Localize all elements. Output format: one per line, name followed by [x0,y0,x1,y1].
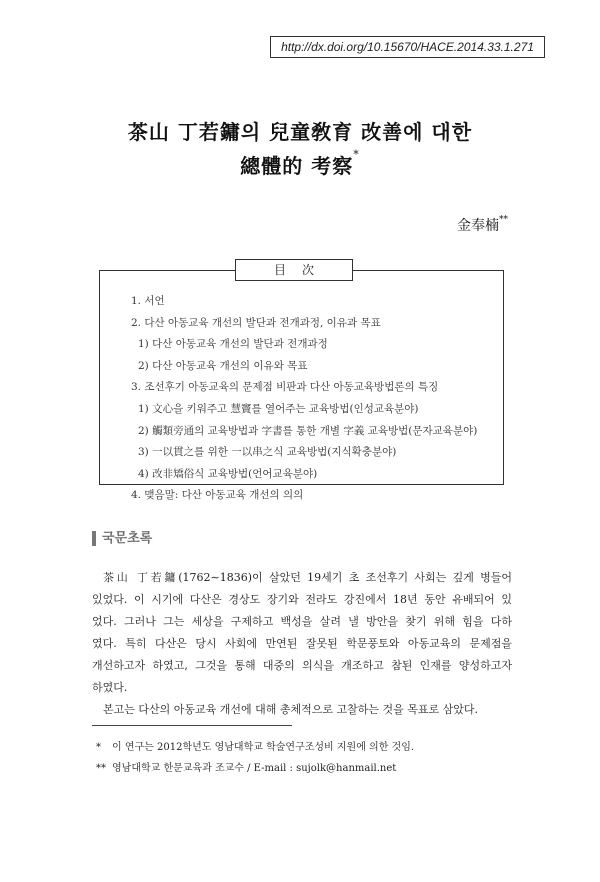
abstract-line: 였다. 특히 다산은 당시 사회에 만연된 잘못된 학문풍토와 아동교육의 문제점을 [92,637,512,650]
footnote-text: 영남대학교 한문교육과 조교수 / E-mail : sujolk@hanmail.net [112,763,397,774]
toc-item: 1) 文心을 키워주고 慧竇를 열어주는 교육방법(인성교육분야) [138,402,419,415]
author [457,215,508,235]
toc-list [131,291,477,507]
footnote-2 [96,758,414,779]
toc-item: 2) 觸類旁通의 교육방법과 字書를 통한 개별 字義 교육방법(문자교육분야) [138,424,478,437]
author-footnote-mark: ** [499,215,508,225]
abstract-line: 하였다. [92,681,128,694]
footnote-divider [92,725,292,726]
footnote-mark: * [96,742,101,753]
heading-bar-icon [92,531,96,546]
footnote-text: 이 연구는 2012학년도 영남대학교 학술연구조성비 지원에 의한 것임. [112,742,415,753]
toc-item: 4) 改非矯俗식 교육방법(언어교육분야) [138,467,318,480]
abstract-heading [92,530,152,547]
paper-title-line2-text: 總體的 考察 [240,154,354,178]
author-name: 金奉楠 [457,218,499,234]
abstract-line: 개선하고자 하였고, 그것을 통해 대중의 의식을 개조하고 참된 인재를 양성하고자 [92,659,512,672]
footnote-mark: ** [96,763,106,774]
toc-item: 3. 조선후기 아동교육의 문제점 비판과 다산 아동교육방법론의 특징 [131,381,439,394]
abstract-line: 었다. 그러나 그는 세상을 구제하고 백성을 살려 낼 방안을 찾기 위해 힘을 다하 [92,615,512,628]
toc-item: 2. 다산 아동교육 개선의 발단과 전개과정, 이유과 목표 [131,316,381,329]
abstract-heading-text: 국문초록 [102,531,153,546]
paper-title-line2 [0,150,600,179]
footnote-1 [96,737,414,758]
toc-item: 4. 맺음말: 다산 아동교육 개선의 의의 [131,489,304,502]
title-footnote-mark: * [353,148,360,161]
abstract-line: 있었다. 이 시기에 다산은 경상도 장기와 전라도 강진에서 18년 동안 유배되어 있 [92,593,512,606]
footnotes [96,737,414,779]
doi-link[interactable]: http://dx.doi.org/10.15670/HACE.2014.33.1.271 [270,36,545,58]
toc-item: 3) 一以貫之를 위한 一以串之식 교육방법(지식확충분야) [138,446,397,459]
abstract-line: 본고는 다산의 아동교육 개선에 대해 총체적으로 고찰하는 것을 목표로 삼았다. [103,703,478,716]
abstract-line: 茶山 丁若鏞(1762∼1836)이 살았던 19세기 초 조선후기 사회는 깊게 병들어 [103,571,512,584]
toc-heading: 目次 [235,259,353,281]
abstract-body [92,567,512,721]
toc-item: 1. 서언 [131,295,165,307]
paper-title-line1: 茶山 丁若鏞의 兒童敎育 改善에 대한 [127,120,473,144]
toc-item: 2) 다산 아동교육 개선의 이유와 목표 [138,359,308,372]
toc-item: 1) 다산 아동교육 개선의 발단과 전개과정 [138,338,328,351]
